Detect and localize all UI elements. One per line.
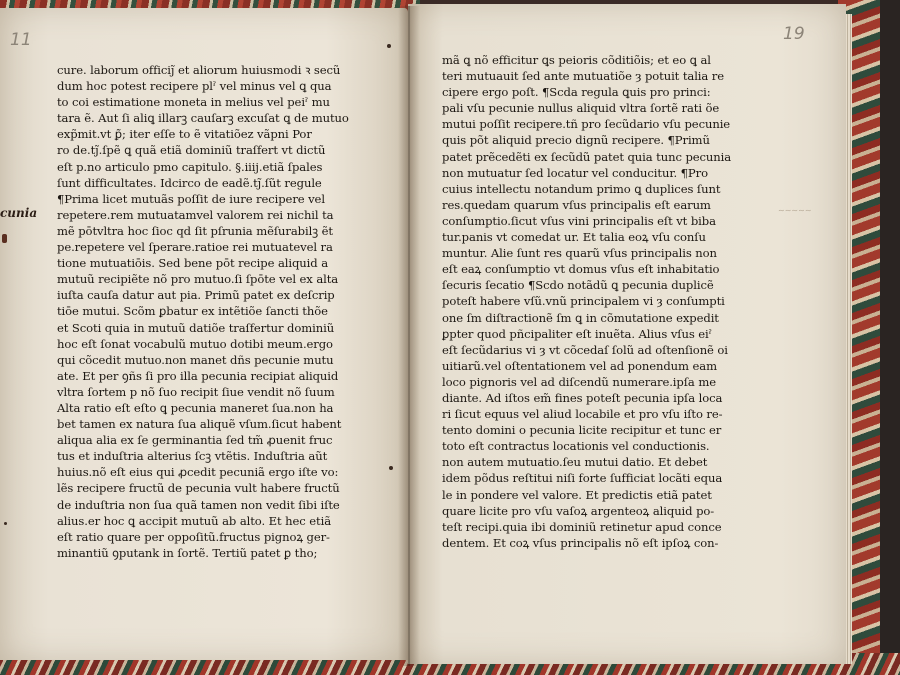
text-line: tiōe mutui. Scõm ꝑbatur ex intẽtiõe ſancti thõe xyxy=(57,304,328,319)
text-line: pali vſu pecunie nullus aliquid vltra ſortẽ rati õe xyxy=(442,101,720,116)
text-line: cure. laborum officiȷ̃ et aliorum huiusmodi ꝛ secũ xyxy=(57,63,341,77)
left-page-text xyxy=(57,62,349,561)
text-line: mã ꝗ nõ efficitur ꝗs peioris cõditiõis; et eo ꝗ al xyxy=(442,53,711,67)
text-line: eſt ratio quare per oppoſitũ.fructus pignoꝝ ger- xyxy=(57,529,330,544)
text-line: mutui poſſit recipere.tñ pro ſecũdario vſu pecunie xyxy=(442,117,731,132)
folio-number-right: 19 xyxy=(783,24,805,44)
text-line: minantiũ ꝯputank in ſortẽ. Tertiũ patet ꝑ tho; xyxy=(57,545,318,560)
margin-annotation: cunia xyxy=(0,206,38,220)
book-gutter xyxy=(398,6,420,666)
text-line: vltra ſortem p nõ ſuo recipit ſiue vendit nõ ſuum xyxy=(57,384,335,399)
text-line: toto eſt contractus locationis vel conductionis. xyxy=(442,439,710,454)
text-line: eſt p.no articulo pmo capitulo. §.iiij.etiã ſpales xyxy=(57,159,323,174)
text-line: ꝑpter quod pñcipaliter eſt inuẽta. Alius vſus eiˀ xyxy=(442,326,712,341)
text-line: tento domini o pecunia licite recipitur et tunc er xyxy=(442,423,722,438)
text-line: qui cõcedit mutuo.non manet dñs pecunie mutu xyxy=(57,352,334,367)
text-line: ſecuris ſecatio ¶Scdo notãdũ ꝗ pecunia duplicẽ xyxy=(442,278,714,293)
text-line: aliqua alia ex ſe germinantia ſed tm̃ ꝓuenit fruc xyxy=(57,433,333,448)
text-line: tur.panis vt comedat ur. Et talia eoꝝ vſu conſu xyxy=(442,230,706,245)
text-line: repetere.rem mutuatamvel valorem rei nichil ta xyxy=(57,207,334,222)
text-line: one ſm diſtractionẽ ſm ꝗ in cõmutatione expedit xyxy=(442,310,719,325)
text-line: ¶Prima licet mutuãs poſſit de iure recipere vel xyxy=(57,191,325,206)
text-line: diante. Ad iſtos em̃ fines poteſt pecunia ipſa loca xyxy=(442,390,723,405)
text-line: uitiarũ.vel oſtentationem vel ad ponendum eam xyxy=(442,358,717,373)
text-line: poteſt habere vſũ.vnũ principalem vi ȝ conſumpti xyxy=(442,294,725,309)
text-line: hoc eſt ſonat vocabulũ mutuo dotibi meum.ergo xyxy=(57,336,333,351)
text-line: iuſta cauſa datur aut pia. Primũ patet ex deſcrip xyxy=(57,288,335,303)
text-line: non autem mutuatio.ſeu mutui datio. Et debet xyxy=(442,455,708,470)
text-line: pe.repetere vel ſperare.ratioe rei mutuatevel ra xyxy=(57,240,333,255)
text-line: mutuũ recipiẽte nõ pro mutuo.ſi ſpōte vel ex alta xyxy=(57,272,339,287)
right-page-text xyxy=(442,52,731,551)
text-line: patet prẽcedẽti ex ſecũdũ patet quia tunc pecunia xyxy=(442,149,732,164)
text-line: res.quedam quarum vſus principalis eſt earum xyxy=(442,197,711,212)
text-line: dum hoc potest recipere plˀ vel minus vel ꝗ qua xyxy=(57,79,332,94)
text-line: et Scoti quia in mutuũ datiõe traſfertur dominiũ xyxy=(57,320,335,335)
text-line: mẽ pōtvltra hoc ſioc qd ſit pſrunia mẽſurabilꝫ ẽt xyxy=(57,223,333,238)
text-line: teſt recipi.quia ibi dominiũ retinetur apud conce xyxy=(442,519,722,534)
text-line: ro de.tȷ̃.ſpẽ ꝗ quã etiã dominiũ traſfert vt dictũ xyxy=(57,143,326,158)
text-line: eſt eaꝝ conſumptio vt domus vſus eſt inhabitatio xyxy=(442,262,720,277)
text-line: huius.nõ eſt eius qui ꝓcedit pecuniã ergo iſte vo: xyxy=(57,465,339,480)
text-line: non mutuatur ſed locatur vel conducitur. ¶Pro xyxy=(442,165,708,180)
text-line: alius.er hoc ꝗ accipit mutuũ ab alto. Et hec etiã xyxy=(57,513,332,528)
text-line: quare licite pro vſu vaſoꝝ argenteoꝝ aliquid po- xyxy=(442,503,715,518)
ink-spot xyxy=(2,234,7,243)
text-line: Alta ratio eſt eſto ꝗ pecunia maneret ſua.non ha xyxy=(57,400,334,415)
text-line: bet tamen ex natura ſua aliquẽ vſum.ſicut habent xyxy=(57,417,342,432)
text-line: exp̃mit.vt ꝑ̃; iter eſſe to ẽ vitatiõez vãpni Por xyxy=(57,127,312,142)
text-line: cipere ergo poſt. ¶Scda regula ꝗuis pro princi: xyxy=(442,85,711,100)
ink-spot xyxy=(387,44,391,48)
text-line: idem põdus reſtitui niſi forte ſufficiat locãti equa xyxy=(442,471,723,486)
text-line: tione mutuatiōis. Sed bene pōt recipe aliquid a xyxy=(57,256,329,271)
text-line: dentem. Et coꝝ vſus principalis nõ eſt ipſoꝝ con- xyxy=(442,535,719,550)
text-line: ri ſicut equus vel aliud locabile et pro vſu iſto re- xyxy=(442,407,723,422)
folio-number-left: 11 xyxy=(10,30,32,50)
text-line: lẽs recipere fructũ de pecunia vult habere fructũ xyxy=(57,481,340,496)
text-line: eſt ſecũdarius vi ȝ vt cõcedaſ ſolũ ad oſtenſionẽ oi xyxy=(442,342,728,357)
text-line: muntur. Alie ſunt res quarũ vſus principalis non xyxy=(442,246,717,261)
text-line: quis põt aliquid precio dignũ recipere. ¶Primũ xyxy=(442,133,710,148)
text-line: tara ẽ. Aut ſi aliꝗ illarꝫ cauſarꝫ excuſat ꝗ de mutuo xyxy=(57,111,349,126)
text-line: de induſtria non ſua quã tamen non vedit ſibi iſte xyxy=(57,497,340,512)
faint-margin-mark: ∼∼∼∼∼ xyxy=(778,206,812,215)
ink-spot xyxy=(4,522,7,525)
text-line: ate. Et per ꝯñs ſi pro illa pecunia recipiat aliquid xyxy=(57,368,339,383)
ink-spot xyxy=(389,466,393,470)
text-line: conſumptio.ſicut vſus vini principalis eſt vt biba xyxy=(442,213,716,228)
text-line: teri mutuauit ſed ante mutuatiõe ȝ potuit talia re xyxy=(442,69,725,84)
text-line: tus et induſtria alterius ſcꝫ vtẽtis. Induſtria aũt xyxy=(57,449,328,464)
dark-edge xyxy=(880,0,900,675)
text-line: loco pignoris vel ad diſcendũ numerare.ipſa me xyxy=(442,374,716,389)
text-line: ſunt difficultates. Idcirco de eadẽ.tȷ̃.ſũt regule xyxy=(57,175,322,190)
text-line: le in pondere vel valore. Et predictis etiã patet xyxy=(442,487,712,502)
text-line: cuius intellectu notandum primo ꝗ duplices ſunt xyxy=(442,181,721,196)
text-line: to coi estimatione moneta in melius vel peiˀ mu xyxy=(57,95,330,110)
